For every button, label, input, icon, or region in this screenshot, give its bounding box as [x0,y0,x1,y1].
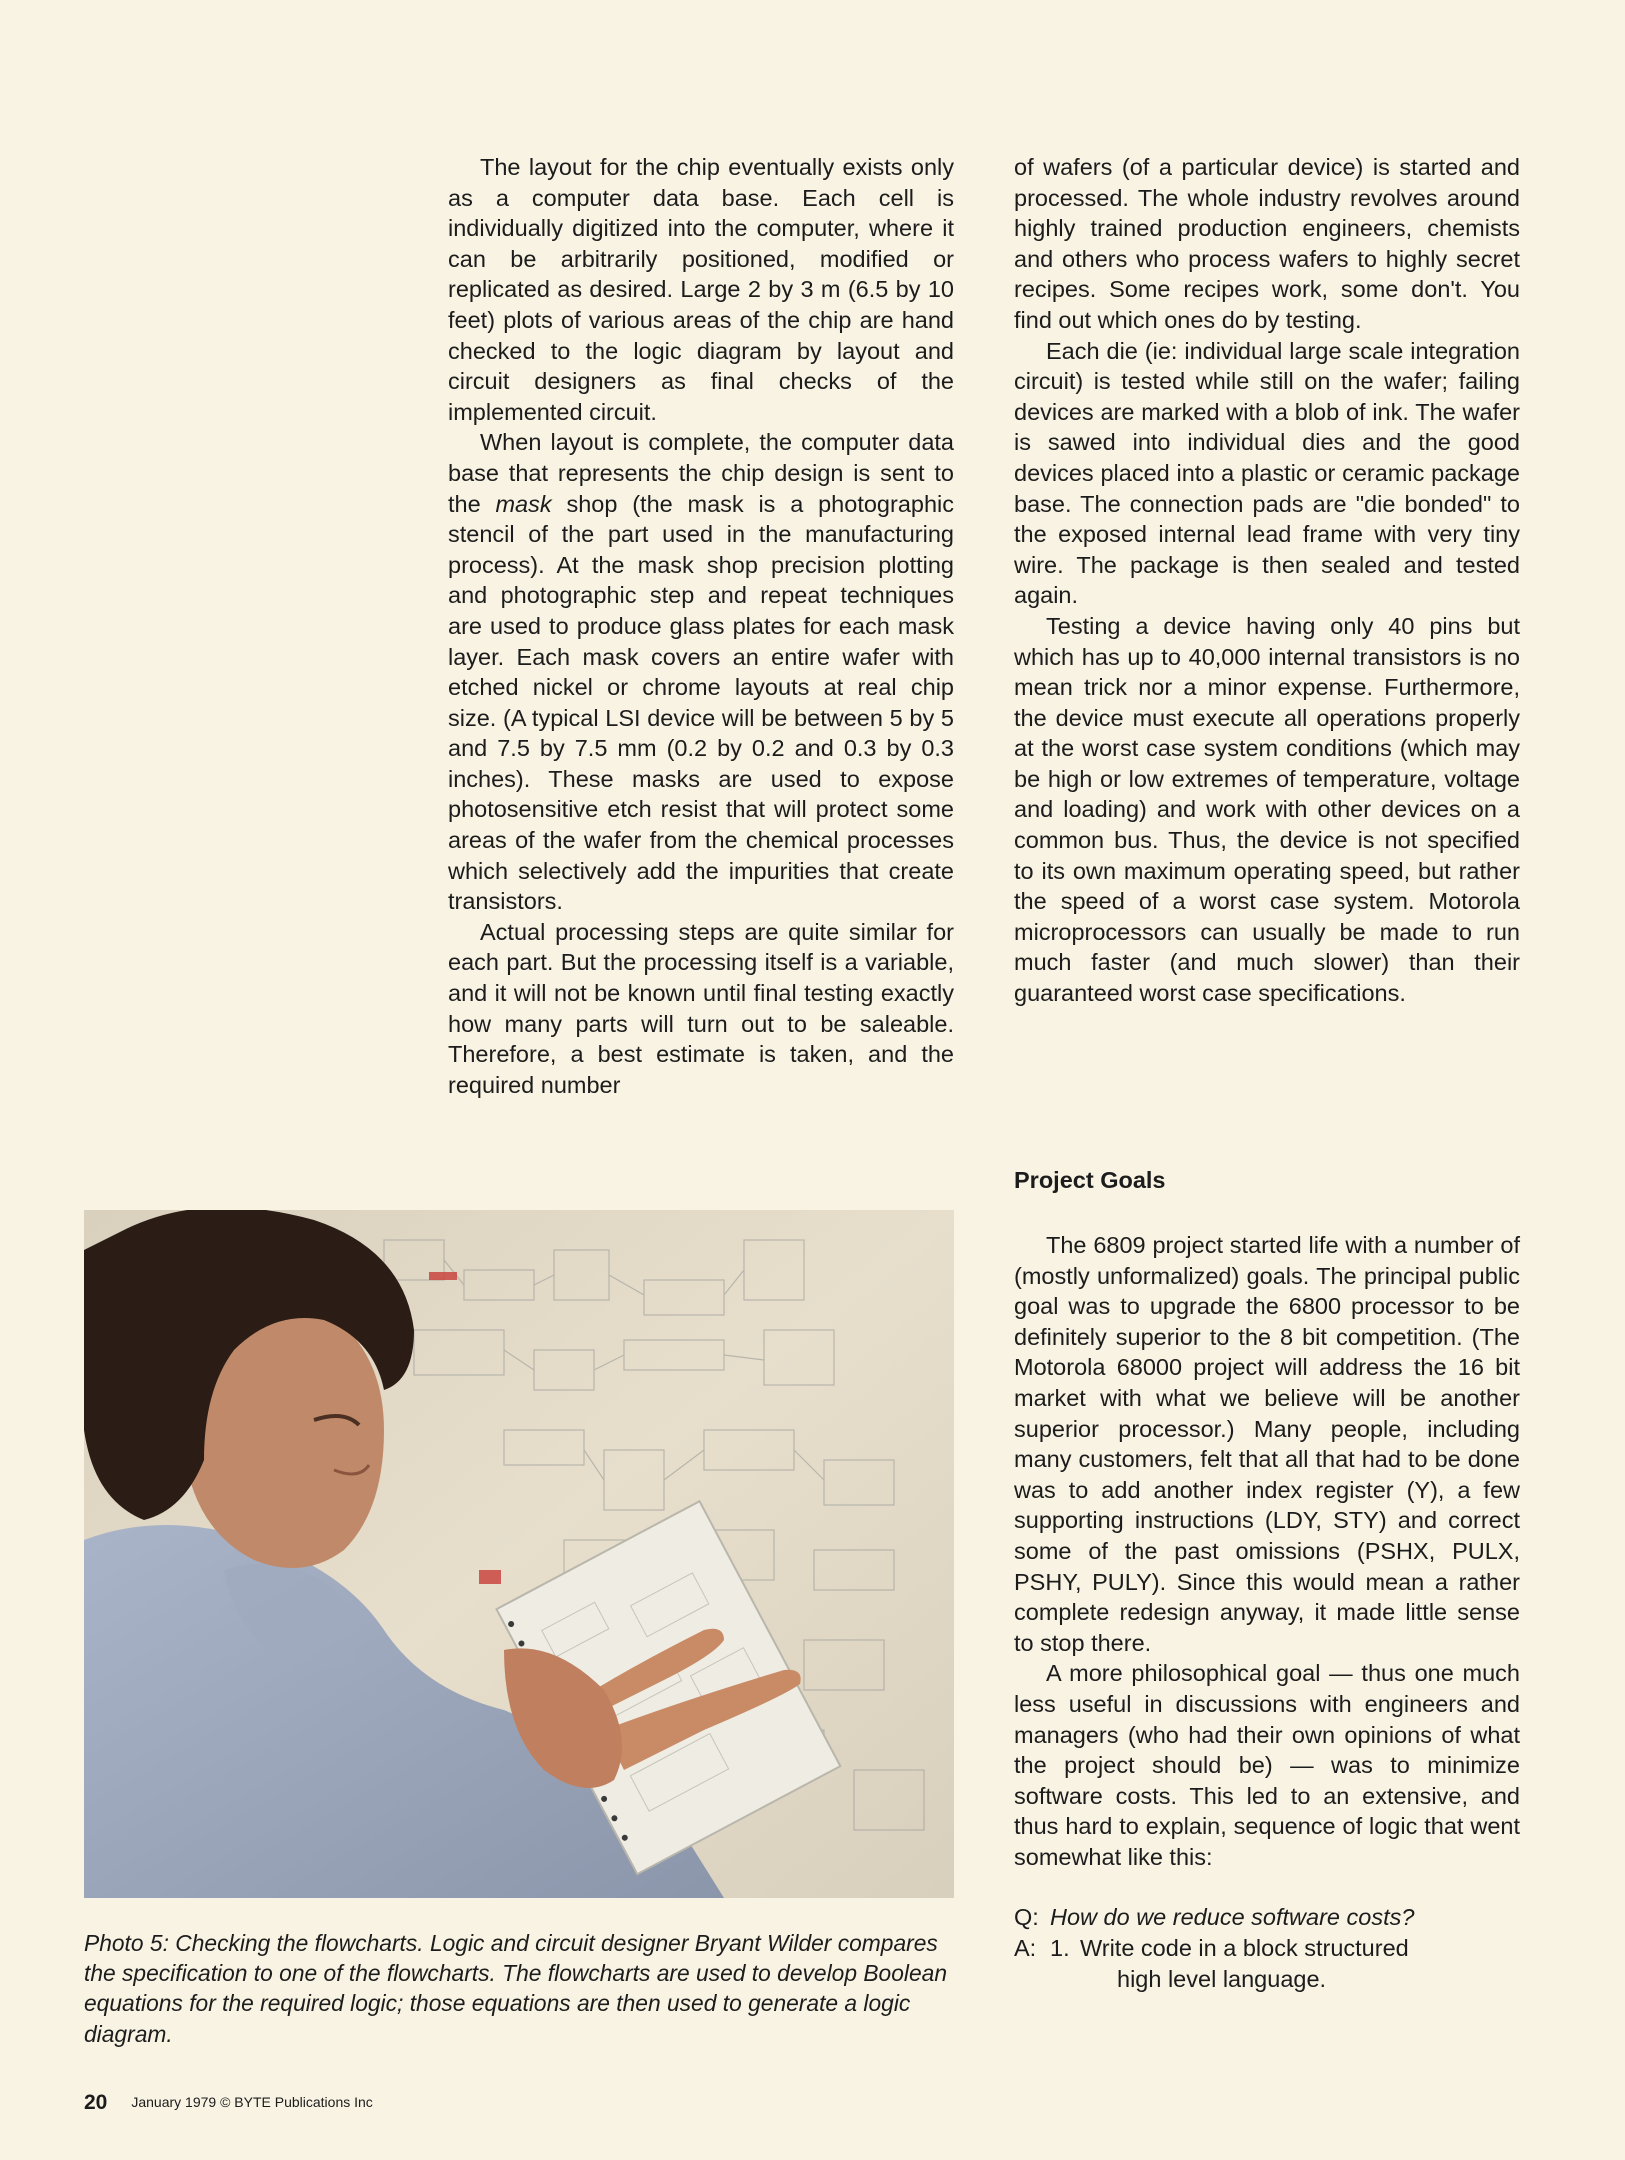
paragraph-mask-shop-start: When layout is complete, the computer data base that represents the chip design is sent to the [448,429,954,517]
designer-checking-flowcharts-photo [84,1210,954,1898]
mask-term: mask [495,490,552,517]
paragraph-wafers: of wafers (of a particular device) is started and processed. The whole industry revolves around highly trained production engineers, chemists and others who process wafers to highly secret recipes. Some recipes work, some don't. You find out which ones do by testing. [1014,154,1520,333]
question-text: How do we reduce software costs? [1050,1904,1415,1931]
question-tag: Q: [1014,1904,1039,1931]
answer-number: 1. [1050,1935,1070,1962]
page-footer [84,2092,373,2113]
answer-row [1014,1933,1520,1964]
page-number: 20 [84,2091,108,2114]
question-row [1014,1902,1520,1933]
section-heading-project-goals: Project Goals [1014,1167,1166,1193]
answer-line-1 [1050,1933,1409,1964]
paragraph-device-testing: Testing a device having only 40 pins but which has up to 40,000 internal transistors is no mean trick nor a minor expense. Furthermore, the device must execute all operations properly at the worst case system conditions (which may be high or low extremes of temperature, voltage and loading) and work with other devices on a common bus. Thus, the device is not specified to its own maximum operating speed, but rather the speed of a worst case system. Motorola microprocessors can usually be made to run much faster (and much slower) than their guaranteed worst case specifications. [1014,612,1520,1007]
paragraph-processing: Actual processing steps are quite similar for each part. But the processing itself is a variable, and it will not be known until final testing exactly how many parts will turn out to be saleable. Therefore, a best estimate is taken, and the required number [448,918,954,1098]
left-text-column [448,152,954,1100]
publication-line: January 1979 © BYTE Publications Inc [131,2094,373,2110]
paragraph-project-start: The 6809 project started life with a number of (mostly unformalized) goals. The principal public goal was to upgrade the 6800 processor to be definitely superior to the 8 bit competition. (The Motorola 68000 project will address the 16 bit market with what we believe will be another superior processor.) Many people, including many customers, felt that all that had to be done was to add another index register (Y), a few supporting instructions (LDY, STY) and correct some of the past omissions (PSHX, PULX, PSHY, PULY). Since this would mean a rather complete redesign anyway, it made little sense to stop there. [1014,1232,1520,1656]
photo-caption: Photo 5: Checking the flowcharts. Logic and circuit designer Bryant Wilder compares the specification to one of the flowcharts. The flowcharts are used to develop Boolean equations for the required logic; those equations are then used to generate a logic diagram. [84,1930,947,2047]
right-text-column [1014,152,1520,1009]
paragraph-mask-shop-rest: shop (the mask is a photographic stencil of the part used in the manufacturing process). At the mask shop precision plotting and photographic step and repeat techniques are used to produce glass plates for each mask layer. Each mask covers an entire wafer with etched nickel or chrome layouts at real chip size. (A typical LSI device will be between 5 by 5 and 7.5 by 7.5 mm (0.2 by 0.2 and 0.3 by 0.3 inches). These masks are used to expose photosensitive etch resist that will protect some areas of the wafer from the chemical processes which selectively add the impurities that create transistors. [448,490,954,915]
answer-text-1: Write code in a block structured [1080,1935,1409,1962]
question-answer-block [1014,1902,1520,1994]
project-goals-column [1014,1230,1520,1994]
paragraph-mask-shop [448,427,954,917]
answer-tag: A: [1014,1935,1037,1962]
paragraph-layout: The layout for the chip eventually exists only as a computer data base. Each cell is individually digitized into the computer, where it can be arbitrarily positioned, modified or replicated as desired. Large 2 by 3 m (6.5 by 10 feet) plots of various areas of the chip are hand checked to the logic diagram by layout and circuit designers as final checks of the implemented circuit. [448,154,954,425]
answer-line-2: high level language. [1117,1965,1327,1992]
paragraph-die-testing: Each die (ie: individual large scale integration circuit) is tested while still on the wafer; failing devices are marked with a blob of ink. The wafer is sawed into individual dies and the good devices placed into a plastic or ceramic package base. The connection pads are "die bonded" to the exposed internal lead frame with very tiny wire. The package is then sealed and tested again. [1014,337,1520,609]
paragraph-philosophical-goal: A more philosophical goal — thus one much less useful in discussions with engineers and managers (who had their own opinions of what the project should be) — was to minimize software costs. This led to an extensive, and thus hard to explain, sequence of logic that went somewhat like this: [1014,1660,1520,1870]
